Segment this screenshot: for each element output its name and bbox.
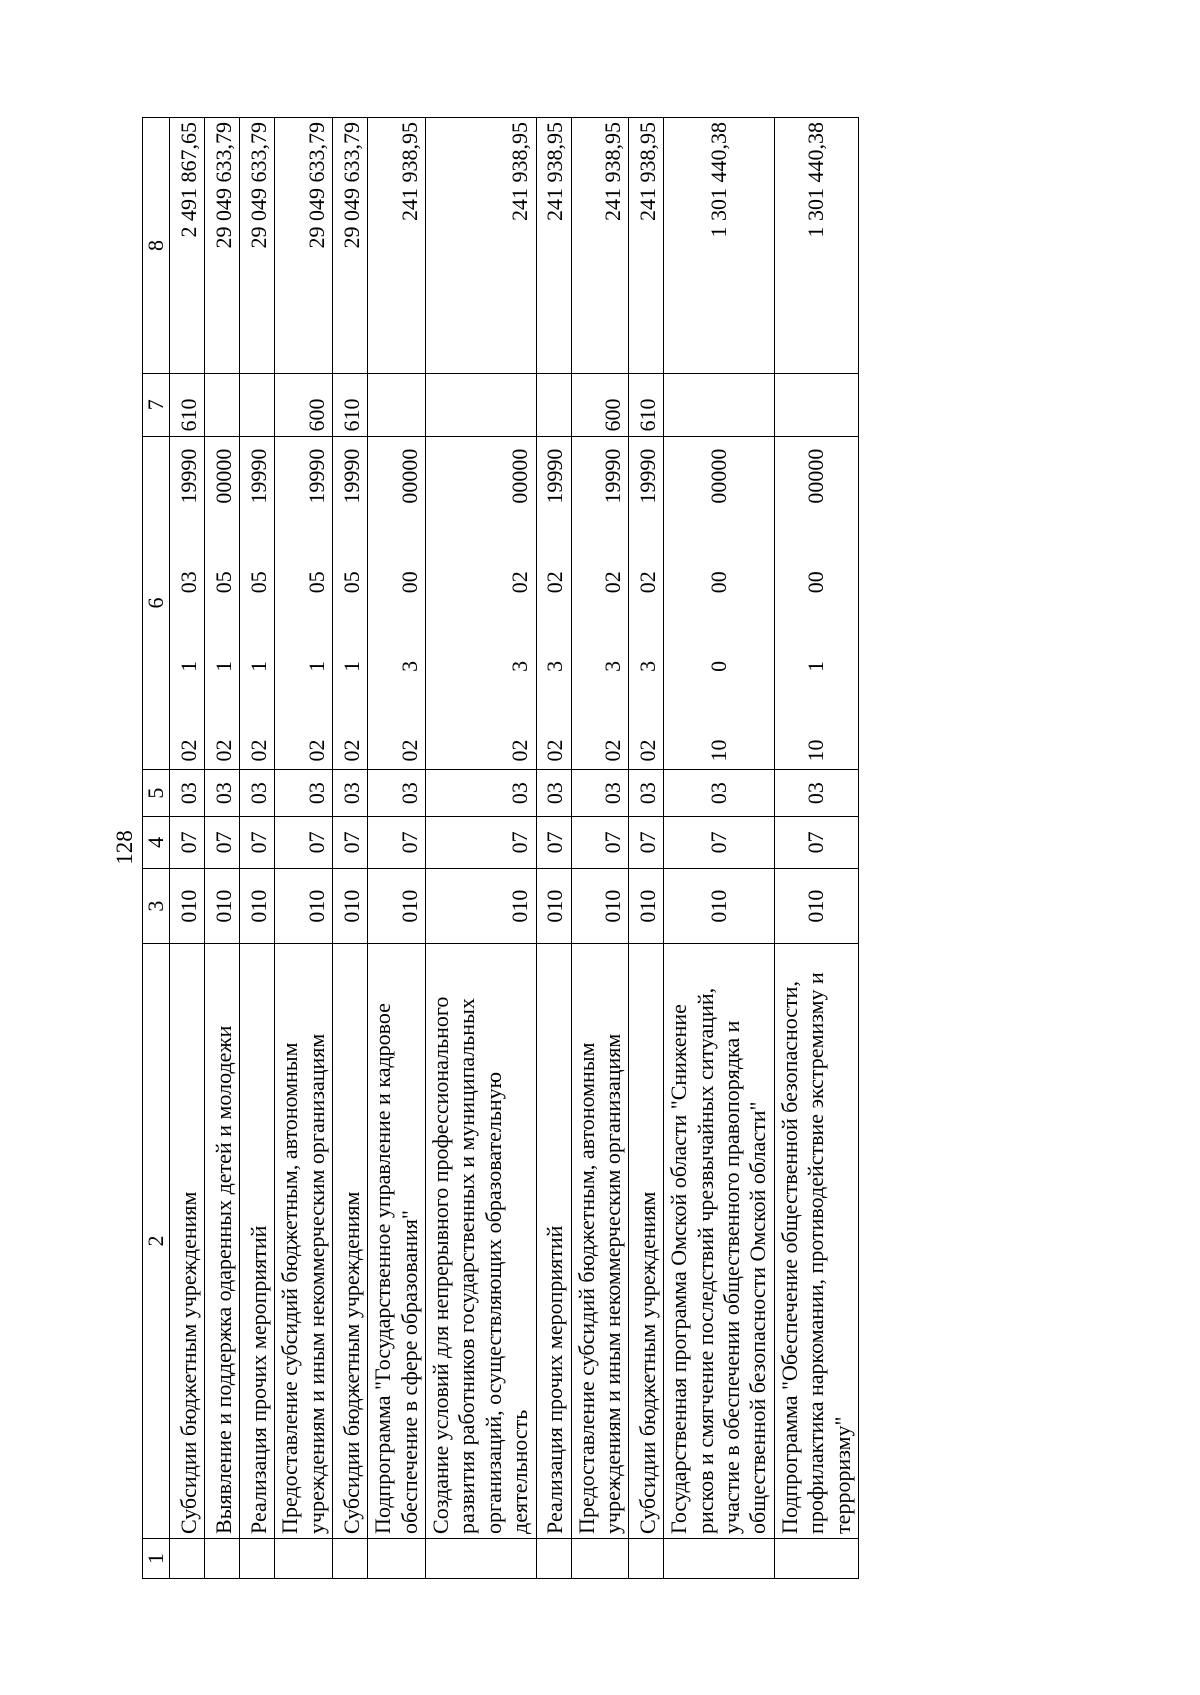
- table-row: [536, 118, 571, 1579]
- code-part: 02: [338, 739, 364, 762]
- cell-col5: 03: [571, 770, 629, 816]
- code-part: 03: [176, 571, 201, 594]
- cell-col3: 010: [774, 869, 858, 944]
- cell-col3: 010: [629, 869, 664, 944]
- cell-code: [240, 436, 275, 770]
- code-parts: [803, 441, 829, 766]
- cell-name: Создание условий для непрерывного профессионального развития работников государственных и муниципальных организаций, осуществляющих образовательную деятельность: [425, 944, 536, 1539]
- code-part: 1: [246, 660, 271, 672]
- cell-amount: 241 938,95: [629, 118, 664, 374]
- cell-name: Подпрограмма "Обеспечение общественной безопасности, профилактика наркомании, противодействие экстремизму и терроризму": [774, 944, 858, 1539]
- header-col-8: 8: [143, 118, 170, 374]
- code-parts: [397, 441, 423, 766]
- code-part: 02: [176, 739, 201, 762]
- cell-name: Субсидии бюджетным учреждениям: [170, 944, 205, 1539]
- table-row: [275, 118, 333, 1579]
- code-part: 0: [705, 660, 731, 672]
- table-row: [774, 118, 858, 1579]
- cell-name: Реализация прочих мероприятий: [536, 944, 571, 1539]
- cell-code: [170, 436, 205, 770]
- code-parts: [339, 441, 365, 766]
- code-part: 05: [211, 571, 236, 594]
- code-part: 3: [507, 660, 533, 672]
- cell-amount: 29 049 633,79: [275, 118, 333, 374]
- cell-col5: 03: [774, 770, 858, 816]
- cell-amount: 241 938,95: [425, 118, 536, 374]
- code-part: 00: [803, 571, 829, 594]
- cell-col7: [425, 373, 536, 436]
- cell-col1: [205, 1538, 240, 1578]
- cell-name: Субсидии бюджетным учреждениям: [333, 944, 368, 1539]
- cell-col3: 010: [571, 869, 629, 944]
- cell-col1: [629, 1538, 664, 1578]
- table-row: [240, 118, 275, 1579]
- code-part: 3: [542, 660, 568, 672]
- cell-col4: 07: [240, 816, 275, 868]
- cell-col4: 07: [664, 816, 775, 868]
- cell-col7: [240, 373, 275, 436]
- header-col-6: 6: [143, 436, 170, 770]
- cell-col1: [333, 1538, 368, 1578]
- cell-col7: 610: [629, 373, 664, 436]
- code-part: 00000: [803, 448, 829, 504]
- code-parts: [542, 441, 568, 766]
- cell-amount: 29 049 633,79: [205, 118, 240, 374]
- cell-col5: 03: [333, 770, 368, 816]
- cell-col5: 03: [170, 770, 205, 816]
- cell-col1: [275, 1538, 333, 1578]
- cell-code: [425, 436, 536, 770]
- cell-name: Государственная программа Омской области "Снижение рисков и смягчение последствий чрезвычайных ситуаций, участие в обеспечении общественного правопорядка и общественной безопасности Омской области": [664, 944, 775, 1539]
- cell-col1: [425, 1538, 536, 1578]
- cell-col1: [240, 1538, 275, 1578]
- cell-col5: 03: [629, 770, 664, 816]
- code-part: 19990: [542, 448, 568, 504]
- header-col-2: 2: [143, 944, 170, 1539]
- cell-col7: [368, 373, 426, 436]
- code-part: 02: [634, 571, 660, 594]
- code-part: 19990: [246, 448, 271, 504]
- cell-col4: 07: [170, 816, 205, 868]
- cell-col7: 610: [170, 373, 205, 436]
- cell-col7: [536, 373, 571, 436]
- code-part: 02: [542, 571, 568, 594]
- cell-col3: 010: [170, 869, 205, 944]
- cell-col5: 03: [275, 770, 333, 816]
- code-part: 02: [599, 739, 625, 762]
- cell-col4: 07: [571, 816, 629, 868]
- cell-amount: 1 301 440,38: [774, 118, 858, 374]
- code-part: 19990: [634, 448, 660, 504]
- code-part: 10: [803, 739, 829, 762]
- cell-col3: 010: [275, 869, 333, 944]
- table-row: [425, 118, 536, 1579]
- header-col-7: 7: [143, 373, 170, 436]
- cell-col3: 010: [240, 869, 275, 944]
- cell-col4: 07: [425, 816, 536, 868]
- cell-code: [571, 436, 629, 770]
- code-parts: [304, 441, 330, 766]
- code-part: 00: [396, 571, 422, 594]
- cell-name: Выявление и поддержка одаренных детей и молодежи: [205, 944, 240, 1539]
- code-part: 19990: [176, 448, 201, 504]
- cell-code: [275, 436, 333, 770]
- header-col-5: 5: [143, 770, 170, 816]
- table-header-row: [143, 118, 170, 1579]
- cell-col7: [774, 373, 858, 436]
- code-part: 02: [542, 739, 568, 762]
- code-parts: [211, 441, 237, 766]
- cell-code: [368, 436, 426, 770]
- cell-code: [629, 436, 664, 770]
- cell-amount: 29 049 633,79: [240, 118, 275, 374]
- cell-amount: 29 049 633,79: [333, 118, 368, 374]
- cell-col7: [205, 373, 240, 436]
- cell-amount: 241 938,95: [368, 118, 426, 374]
- code-part: 3: [396, 660, 422, 672]
- code-part: 02: [211, 739, 236, 762]
- code-parts: [246, 441, 272, 766]
- cell-col4: 07: [333, 816, 368, 868]
- cell-name: Субсидии бюджетным учреждениям: [629, 944, 664, 1539]
- cell-col3: 010: [536, 869, 571, 944]
- cell-col5: 03: [664, 770, 775, 816]
- table-row: [571, 118, 629, 1579]
- cell-col5: 03: [240, 770, 275, 816]
- cell-col4: 07: [629, 816, 664, 868]
- cell-amount: 2 491 867,65: [170, 118, 205, 374]
- cell-col4: 07: [774, 816, 858, 868]
- code-part: 3: [634, 660, 660, 672]
- cell-col5: 03: [536, 770, 571, 816]
- table-row: [629, 118, 664, 1579]
- cell-col1: [774, 1538, 858, 1578]
- code-part: 1: [211, 660, 236, 672]
- code-part: 1: [176, 660, 201, 672]
- cell-col1: [368, 1538, 426, 1578]
- code-part: 02: [634, 739, 660, 762]
- cell-name: Предоставление субсидий бюджетным, автономным учреждениям и иным некоммерческим организациям: [571, 944, 629, 1539]
- cell-col4: 07: [205, 816, 240, 868]
- cell-col1: [664, 1538, 775, 1578]
- header-col-3: 3: [143, 869, 170, 944]
- cell-col4: 07: [536, 816, 571, 868]
- cell-code: [536, 436, 571, 770]
- cell-name: Подпрограмма "Государственное управление и кадровое обеспечение в сфере образования": [368, 944, 426, 1539]
- cell-col5: 03: [368, 770, 426, 816]
- code-part: 02: [507, 571, 533, 594]
- code-part: 00000: [211, 448, 236, 504]
- cell-col4: 07: [368, 816, 426, 868]
- table-row: [170, 118, 205, 1579]
- cell-col1: [571, 1538, 629, 1578]
- header-col-1: 1: [143, 1538, 170, 1578]
- cell-code: [774, 436, 858, 770]
- cell-col1: [536, 1538, 571, 1578]
- cell-col5: 03: [205, 770, 240, 816]
- budget-table: [142, 117, 859, 1579]
- cell-col7: 610: [333, 373, 368, 436]
- table-row: [368, 118, 426, 1579]
- code-parts: [600, 441, 626, 766]
- code-part: 3: [599, 660, 625, 672]
- header-col-4: 4: [143, 816, 170, 868]
- code-part: 02: [303, 739, 329, 762]
- code-part: 00000: [705, 448, 731, 504]
- cell-col7: [664, 373, 775, 436]
- cell-amount: 241 938,95: [536, 118, 571, 374]
- table-row: [333, 118, 368, 1579]
- code-part: 00: [705, 571, 731, 594]
- cell-col1: [170, 1538, 205, 1578]
- code-part: 02: [599, 571, 625, 594]
- code-part: 02: [507, 739, 533, 762]
- code-part: 02: [246, 739, 271, 762]
- cell-col3: 010: [368, 869, 426, 944]
- cell-name: Предоставление субсидий бюджетным, автономным учреждениям и иным некоммерческим организациям: [275, 944, 333, 1539]
- cell-col3: 010: [664, 869, 775, 944]
- page-number: 128: [112, 830, 137, 865]
- code-part: 02: [396, 739, 422, 762]
- code-part: 00000: [507, 448, 533, 504]
- table-row: [205, 118, 240, 1579]
- cell-code: [664, 436, 775, 770]
- cell-name: Реализация прочих мероприятий: [240, 944, 275, 1539]
- code-parts: [176, 441, 202, 766]
- code-parts: [507, 441, 533, 766]
- cell-col5: 03: [425, 770, 536, 816]
- code-part: 05: [303, 571, 329, 594]
- cell-col7: 600: [275, 373, 333, 436]
- code-part: 19990: [303, 448, 329, 504]
- cell-col3: 010: [205, 869, 240, 944]
- cell-code: [333, 436, 368, 770]
- code-parts: [706, 441, 732, 766]
- code-part: 00000: [396, 448, 422, 504]
- code-part: 1: [303, 660, 329, 672]
- code-part: 05: [338, 571, 364, 594]
- code-part: 05: [246, 571, 271, 594]
- cell-col3: 010: [333, 869, 368, 944]
- code-part: 10: [705, 739, 731, 762]
- cell-col4: 07: [275, 816, 333, 868]
- code-part: 1: [338, 660, 364, 672]
- cell-col7: 600: [571, 373, 629, 436]
- cell-col3: 010: [425, 869, 536, 944]
- cell-amount: 241 938,95: [571, 118, 629, 374]
- code-parts: [635, 441, 661, 766]
- code-part: 1: [803, 660, 829, 672]
- table-row: [664, 118, 775, 1579]
- code-part: 19990: [338, 448, 364, 504]
- cell-amount: 1 301 440,38: [664, 118, 775, 374]
- code-part: 19990: [599, 448, 625, 504]
- cell-code: [205, 436, 240, 770]
